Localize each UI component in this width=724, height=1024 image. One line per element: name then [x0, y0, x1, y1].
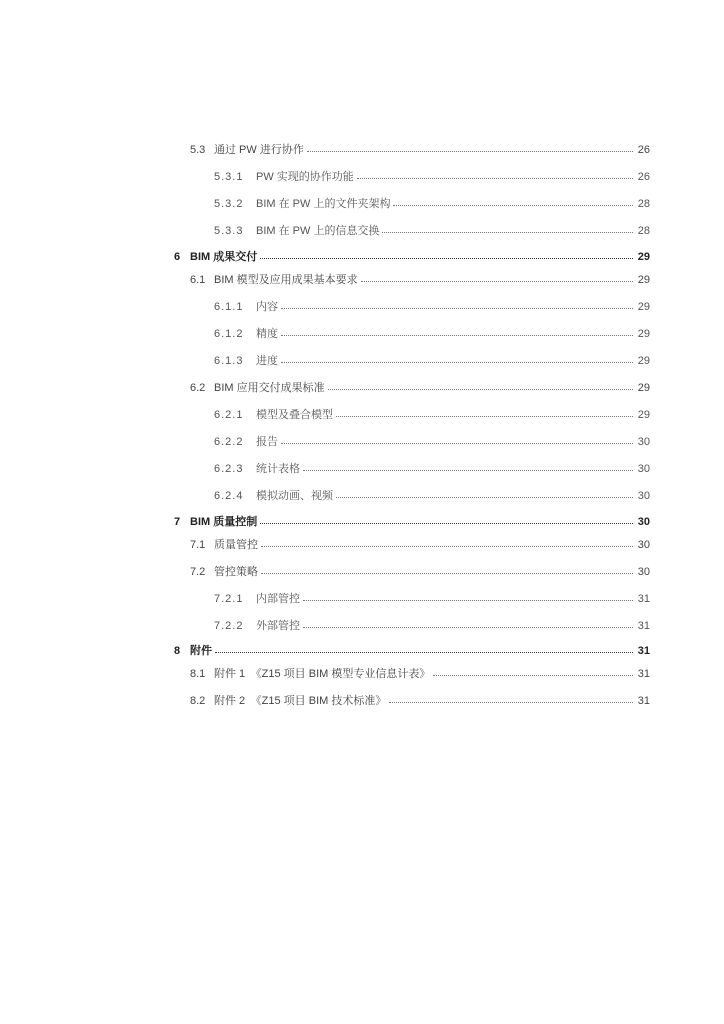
toc-title: 管控策略 — [214, 566, 258, 578]
toc-leader-dots — [328, 379, 633, 390]
toc-leader-dots — [215, 642, 633, 653]
toc-entry[interactable] — [214, 222, 650, 240]
toc-leader-dots — [361, 271, 633, 282]
toc-entry[interactable] — [214, 460, 650, 478]
toc-page-number: 28 — [637, 198, 650, 210]
toc-title: 进度 — [256, 355, 278, 367]
toc-number: 5.3.1 — [214, 171, 244, 183]
toc-entry[interactable] — [174, 642, 650, 660]
toc-leader-dots — [260, 248, 633, 259]
toc-number: 6.1.1 — [214, 301, 244, 313]
toc-entry[interactable] — [190, 692, 650, 710]
toc-entry[interactable] — [174, 248, 650, 266]
toc-leader-dots — [281, 298, 633, 309]
toc-entry[interactable] — [214, 325, 650, 343]
toc-title: BIM 在 PW 上的信息交换 — [256, 225, 380, 237]
toc-title: 模型及叠合模型 — [256, 409, 333, 421]
toc-title: 外部管控 — [256, 620, 300, 632]
toc-number: 6 — [174, 251, 181, 263]
toc-leader-dots — [389, 692, 633, 703]
toc-leader-dots — [336, 487, 633, 498]
toc-number: 6.2.4 — [214, 490, 244, 502]
toc-leader-dots — [433, 665, 633, 676]
toc-title: 内容 — [256, 301, 278, 313]
toc-entry[interactable] — [214, 590, 650, 608]
toc-number: 6.1 — [190, 274, 206, 286]
toc-page-number: 30 — [637, 436, 650, 448]
toc-entry[interactable] — [214, 195, 650, 213]
toc-number: 7.1 — [190, 539, 206, 551]
toc-page-number: 30 — [637, 463, 650, 475]
toc-entry[interactable] — [190, 379, 650, 397]
toc-page-number: 30 — [637, 516, 650, 528]
toc-number: 6.2.2 — [214, 436, 244, 448]
toc-page-number: 31 — [637, 593, 650, 605]
toc-leader-dots — [307, 141, 633, 152]
toc-leader-dots — [281, 325, 633, 336]
toc-page-number: 29 — [637, 409, 650, 421]
toc-number: 5.3.3 — [214, 225, 244, 237]
toc-page-number: 31 — [637, 668, 650, 680]
toc-leader-dots — [303, 460, 633, 471]
toc-page-number: 31 — [637, 645, 650, 657]
toc-entry[interactable] — [174, 513, 650, 531]
toc-page-number: 30 — [637, 490, 650, 502]
toc-leader-dots — [303, 617, 633, 628]
toc-number: 6.1.3 — [214, 355, 244, 367]
toc-entry[interactable] — [190, 665, 650, 683]
toc-title: BIM 成果交付 — [190, 251, 258, 263]
toc-entry[interactable] — [190, 141, 650, 159]
toc-title: 统计表格 — [256, 463, 300, 475]
toc-number: 6.2.3 — [214, 463, 244, 475]
toc-title: BIM 质量控制 — [190, 516, 258, 528]
toc-entry[interactable] — [214, 433, 650, 451]
toc-title: 通过 PW 进行协作 — [214, 144, 304, 156]
toc-page-number: 30 — [637, 539, 650, 551]
toc-page-number: 29 — [637, 382, 650, 394]
toc-number: 6.2.1 — [214, 409, 244, 421]
toc-leader-dots — [260, 513, 633, 524]
toc-leader-dots — [336, 406, 633, 417]
toc-number: 7 — [174, 516, 181, 528]
toc-title: BIM 应用交付成果标准 — [214, 382, 325, 394]
toc-page-number: 29 — [637, 251, 650, 263]
toc-number: 8.1 — [190, 668, 206, 680]
toc-leader-dots — [303, 590, 633, 601]
toc-title: 附件 — [190, 645, 212, 657]
toc-leader-dots — [357, 168, 633, 179]
toc-entry[interactable] — [190, 271, 650, 289]
toc-entry[interactable] — [214, 352, 650, 370]
toc-page-number: 29 — [637, 301, 650, 313]
toc-leader-dots — [281, 433, 633, 444]
toc-leader-dots — [281, 352, 633, 363]
toc-leader-dots — [261, 536, 633, 547]
toc-entry[interactable] — [214, 168, 650, 186]
toc-entry[interactable] — [214, 487, 650, 505]
toc-title: BIM 在 PW 上的文件夹架构 — [256, 198, 391, 210]
toc-entry[interactable] — [214, 617, 650, 635]
toc-title: BIM 模型及应用成果基本要求 — [214, 274, 358, 286]
toc-page-number: 31 — [637, 695, 650, 707]
toc-title: 精度 — [256, 328, 278, 340]
toc-number: 7.2.1 — [214, 593, 244, 605]
toc-entry[interactable] — [190, 536, 650, 554]
toc-page-number: 26 — [637, 171, 650, 183]
toc-entry[interactable] — [214, 406, 650, 424]
toc-page-number: 31 — [637, 620, 650, 632]
toc-title: 模拟动画、视频 — [256, 490, 333, 502]
toc-title: 质量管控 — [214, 539, 258, 551]
toc-number: 6.1.2 — [214, 328, 244, 340]
toc-page-number: 30 — [637, 566, 650, 578]
toc-number: 5.3.2 — [214, 198, 244, 210]
toc-leader-dots — [382, 222, 633, 233]
toc-number: 7.2 — [190, 566, 206, 578]
toc-page-number: 29 — [637, 328, 650, 340]
toc-leader-dots — [261, 563, 633, 574]
toc-page-number: 29 — [637, 355, 650, 367]
toc-page-number: 26 — [637, 144, 650, 156]
toc-leader-dots — [393, 195, 633, 206]
toc-page-number: 29 — [637, 274, 650, 286]
toc-entry[interactable] — [190, 563, 650, 581]
toc-number: 8 — [174, 645, 181, 657]
toc-title: PW 实现的协作功能 — [256, 171, 354, 183]
toc-number: 6.2 — [190, 382, 206, 394]
toc-number: 8.2 — [190, 695, 206, 707]
toc-entry[interactable] — [214, 298, 650, 316]
toc-title: 附件 2 《Z15 项目 BIM 技术标准》 — [214, 695, 387, 707]
toc-page-number: 28 — [637, 225, 650, 237]
toc-number: 5.3 — [190, 144, 206, 156]
toc-title: 附件 1 《Z15 项目 BIM 模型专业信息计表》 — [214, 668, 431, 680]
toc-title: 报告 — [256, 436, 278, 448]
toc-title: 内部管控 — [256, 593, 300, 605]
toc-number: 7.2.2 — [214, 620, 244, 632]
